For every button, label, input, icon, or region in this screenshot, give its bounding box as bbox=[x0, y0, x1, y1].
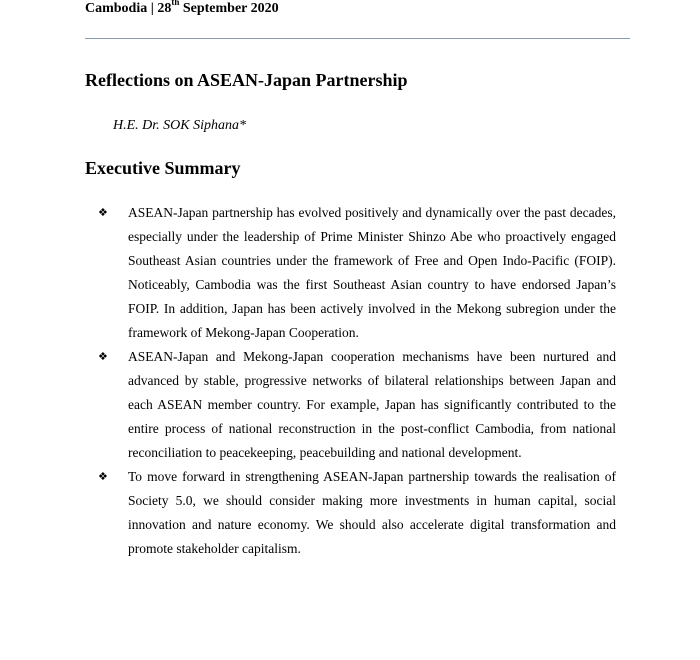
diamond-bullet-icon: ❖ bbox=[98, 350, 108, 363]
header-day: 28 bbox=[157, 1, 172, 16]
list-item-text: ASEAN-Japan partnership has evolved positively and dynamically over the past decades, especially under the leadership of Prime Minister Shinzo Abe who proactively engaged Southeast Asian countries under the framework of Free and Open Indo-Pacific (FOIP). Noticeably, Cambodia was the first Southeast Asian country to have endorsed Japan’s FOIP. In addition, Japan has been actively involved in the Mekong subregion under the framework of Mekong-Japan Cooperation. bbox=[128, 205, 616, 340]
header-place: Cambodia bbox=[85, 1, 148, 16]
list-item-text: ASEAN-Japan and Mekong-Japan cooperation mechanisms have been nurtured and advanced by stable, progressive networks of bilateral relationships between Japan and each ASEAN member country. For example, Japan has significantly contributed to the entire process of national reconstruction in the post-conflict Cambodia, from national reconciliation to peacekeeping, peacebuilding and national development. bbox=[128, 349, 616, 460]
section-heading: Executive Summary bbox=[85, 158, 241, 178]
executive-summary-list bbox=[98, 201, 616, 561]
diamond-bullet-icon: ❖ bbox=[98, 206, 108, 219]
header-place-date bbox=[85, 0, 279, 18]
diamond-bullet-icon: ❖ bbox=[98, 470, 108, 483]
document-title: Reflections on ASEAN-Japan Partnership bbox=[85, 70, 408, 90]
header-divider bbox=[85, 38, 630, 39]
header-separator: | bbox=[147, 1, 158, 16]
list-item bbox=[98, 345, 616, 465]
header-day-suffix: th bbox=[171, 0, 180, 8]
header-month-year: September 2020 bbox=[179, 1, 279, 16]
list-item bbox=[98, 201, 616, 345]
list-item bbox=[98, 465, 616, 561]
list-item-text: To move forward in strengthening ASEAN-Japan partnership towards the realisation of Society 5.0, we should consider making more investments in human capital, social innovation and nature economy. We should also accelerate digital transformation and promote stakeholder capitalism. bbox=[128, 469, 616, 556]
author-name: H.E. Dr. SOK Siphana* bbox=[113, 118, 247, 133]
